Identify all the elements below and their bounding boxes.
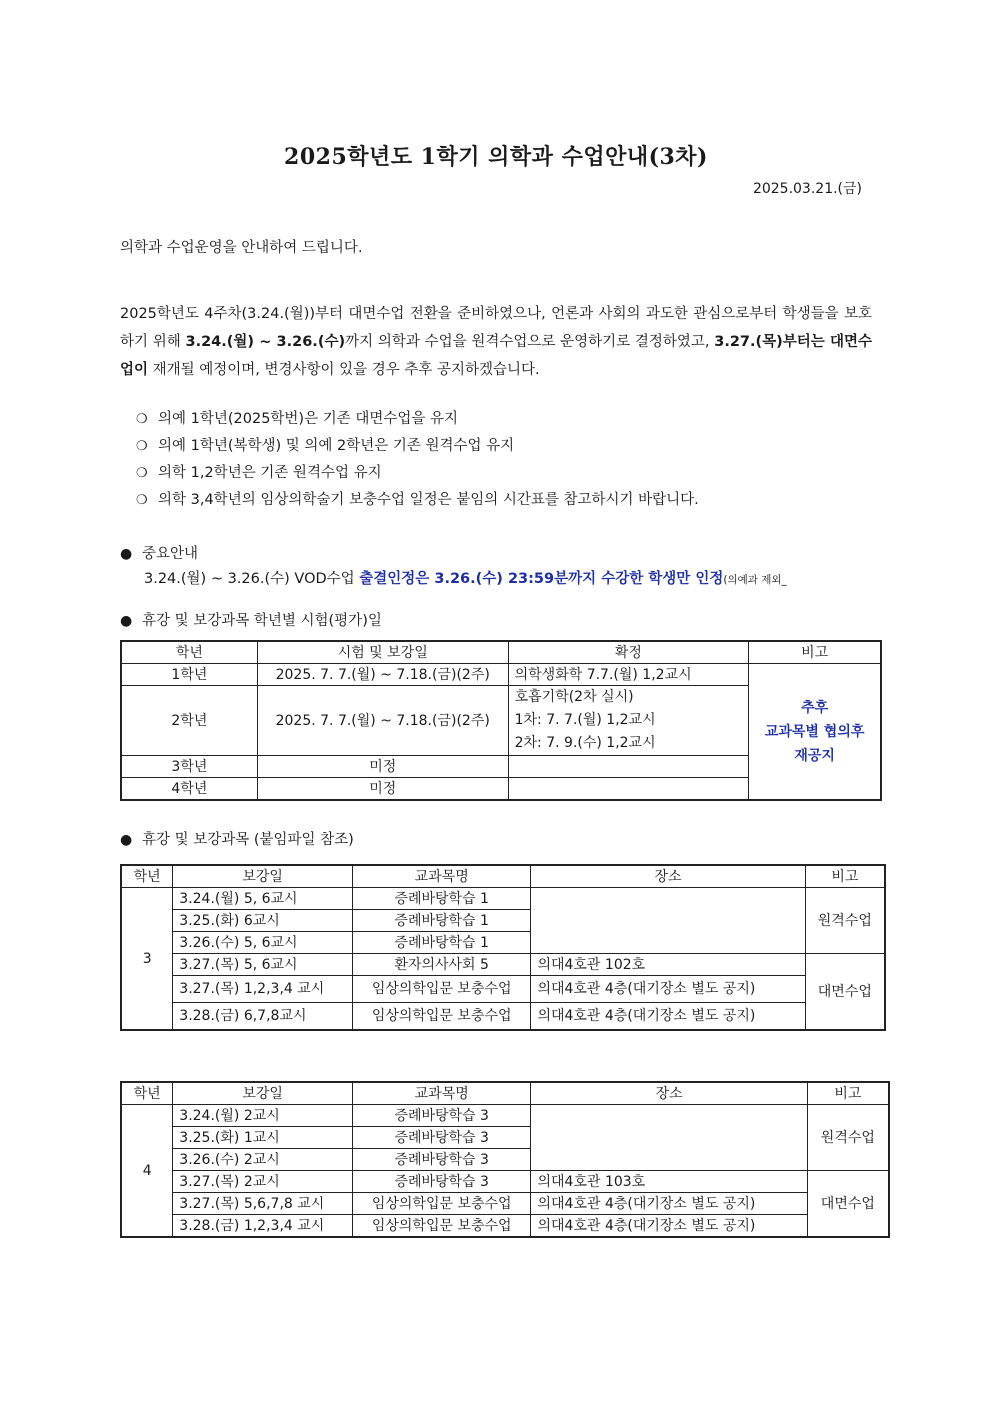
- table-row: 3.26.(수) 2교시 증례바탕학습 3: [121, 1149, 889, 1171]
- bullet-item: ❍ 의학 3,4학년의 임상의학술기 보충수업 일정은 붙임의 시간표를 참고하시기 바랍니다.: [136, 487, 699, 514]
- paragraph-bold1: 3.24.(월) ~ 3.26.(수): [185, 334, 346, 350]
- table-row: 3학년 미정: [121, 756, 881, 778]
- exam-section-heading: ● 휴강 및 보강과목 학년별 시험(평가)일: [120, 613, 382, 629]
- important-heading: ● 중요안내: [120, 546, 199, 562]
- circle-bullet-icon: ❍: [136, 466, 148, 481]
- table-row: 3 3.24.(월) 5, 6교시 증례바탕학습 1 원격수업: [121, 888, 885, 910]
- table-row: 3.27.(목) 1,2,3,4 교시 임상의학입문 보충수업 의대4호관 4층(대기장소 별도 공지): [121, 976, 885, 1003]
- bullet-list: [136, 406, 699, 514]
- main-paragraph: [120, 300, 872, 384]
- table-row: 4학년 미정: [121, 778, 881, 801]
- filled-bullet-icon: ●: [120, 546, 133, 562]
- grade-cell: 3: [121, 888, 173, 1031]
- table-header-row: 학년 시험 및 보강일 확정 비고: [121, 641, 881, 664]
- bullet-item: ❍ 의예 1학년(복학생) 및 의예 2학년은 기존 원격수업 유지: [136, 433, 699, 460]
- important-notice: 3.24.(월) ~ 3.26.(수) VOD수업 출결인정은 3.26.(수) 23:59분까지 수강한 학생만 인정(의예과 제외_: [144, 571, 787, 587]
- table-header-row: 학년 보강일 교과목명 장소 비고: [121, 1082, 889, 1105]
- circle-bullet-icon: ❍: [136, 493, 148, 508]
- paragraph-part1: 2025학년도 4주차(3.24.(월))부터 대면수업 전환을 준비하였으나, 언론과 사회의 과도한 관심으로부터 학생들을 보호하기 위해: [120, 306, 872, 350]
- grade4-makeup-table: [120, 1081, 890, 1238]
- table-row: 3.25.(화) 1교시 증례바탕학습 3: [121, 1127, 889, 1149]
- paragraph-part2: 까지 의학과 수업을 원격수업으로 운영하기로 결정하였고,: [345, 334, 715, 350]
- table-row: 3.26.(수) 5, 6교시 증례바탕학습 1: [121, 932, 885, 954]
- table-row: 3.28.(금) 1,2,3,4 교시 임상의학입문 보충수업 의대4호관 4층(대기장소 별도 공지): [121, 1215, 889, 1238]
- intro-text: 의학과 수업운영을 안내하여 드립니다.: [120, 240, 363, 256]
- exam-note: 추후 교과목별 협의후 재공지: [749, 664, 881, 801]
- table-row: 3.27.(목) 5,6,7,8 교시 임상의학입문 보충수업 의대4호관 4층(대기장소 별도 공지): [121, 1193, 889, 1215]
- table-row: 3.27.(목) 5, 6교시 환자의사사회 5 의대4호관 102호 대면수업: [121, 954, 885, 976]
- filled-bullet-icon: ●: [120, 613, 133, 629]
- circle-bullet-icon: ❍: [136, 439, 148, 454]
- table-row: 3.27.(목) 2교시 증례바탕학습 3 의대4호관 103호 대면수업: [121, 1171, 889, 1193]
- attendance-highlight: 출결인정은 3.26.(수) 23:59분까지 수강한 학생만 인정: [359, 571, 724, 587]
- inperson-note: 대면수업: [805, 954, 885, 1031]
- document-title: 2025학년도 1학기 의학과 수업안내(3차): [284, 144, 708, 170]
- table-row: 3.28.(금) 6,7,8교시 임상의학입문 보충수업 의대4호관 4층(대기장소 별도 공지): [121, 1003, 885, 1031]
- bullet-item: ❍ 의예 1학년(2025학번)은 기존 대면수업을 유지: [136, 406, 699, 433]
- document-date: 2025.03.21.(금): [752, 181, 862, 197]
- exam-table: [120, 640, 882, 801]
- table-row: 2학년 2025. 7. 7.(월) ~ 7.18.(금)(2주) 호흡기학(2차 실시) 1차: 7. 7.(월) 1,2교시 2차: 7. 9.(수) 1,2교시: [121, 686, 881, 756]
- table-row: 3.25.(화) 6교시 증례바탕학습 1: [121, 910, 885, 932]
- grade-cell: 4: [121, 1105, 173, 1238]
- grade3-makeup-table: [120, 864, 886, 1031]
- table-row: 4 3.24.(월) 2교시 증례바탕학습 3 원격수업: [121, 1105, 889, 1127]
- filled-bullet-icon: ●: [120, 832, 133, 848]
- bullet-item: ❍ 의학 1,2학년은 기존 원격수업 유지: [136, 460, 699, 487]
- paragraph-part3: 재개될 예정이며, 변경사항이 있을 경우 추후 공지하겠습니다.: [148, 362, 540, 378]
- remote-note: 원격수업: [805, 888, 885, 954]
- table-row: 1학년 2025. 7. 7.(월) ~ 7.18.(금)(2주) 의학생화학 7.7.(월) 1,2교시 추후 교과목별 협의후 재공지: [121, 664, 881, 686]
- inperson-note: 대면수업: [807, 1171, 889, 1238]
- table-header-row: 학년 보강일 교과목명 장소 비고: [121, 865, 885, 888]
- makeup-section-heading: ● 휴강 및 보강과목 (붙임파일 참조): [120, 832, 354, 848]
- circle-bullet-icon: ❍: [136, 412, 148, 427]
- remote-note: 원격수업: [807, 1105, 889, 1171]
- paragraph-bold2: 3.27.(목)부터는 대면수업이: [120, 334, 872, 378]
